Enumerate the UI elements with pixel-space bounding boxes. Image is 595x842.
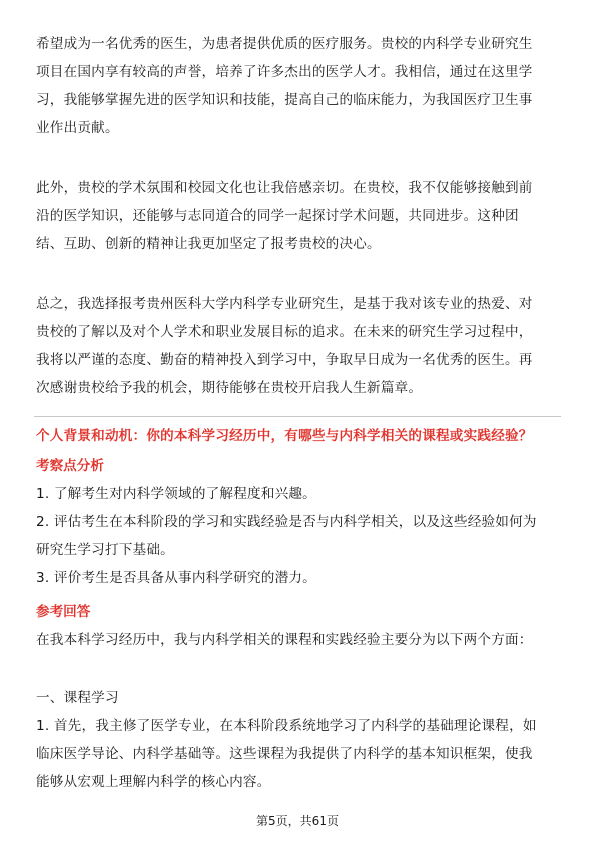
answer-line: 1. 首先，我主修了医学专业，在本科阶段系统地学习了内科学的基础理论课程，如 — [36, 718, 537, 734]
text-line: 习，我能够掌握先进的医学知识和技能，提高自己的临床能力，为我国医疗卫生事 — [36, 92, 533, 108]
text-line: 贵校的了解以及对个人学术和职业发展目标的追求。在未来的研究生学习过程中， — [36, 324, 533, 340]
text-line: 项目在国内享有较高的声誉，培养了许多杰出的医学人才。我相信，通过在这里学 — [36, 64, 533, 80]
section-divider — [34, 416, 561, 417]
analysis-item: 1. 了解考生对内科学领域的了解程度和兴趣。 — [36, 486, 316, 502]
text-line: 沿的医学知识，还能够与志同道合的同学一起探讨学术问题，共同进步。这种团 — [36, 208, 519, 224]
answer-line: 临床医学导论、内科学基础等。这些课程为我提供了内科学的基本知识框架，使我 — [36, 746, 533, 762]
analysis-item: 3. 评价考生是否具备从事内科学研究的潜力。 — [36, 570, 316, 586]
paragraph-1 — [36, 30, 566, 142]
text-line: 我将以严谨的态度、勤奋的精神投入到学习中，争取早日成为一名优秀的医生。再 — [36, 352, 533, 368]
text-line: 次感谢贵校给予我的机会，期待能够在贵校开启我人生新篇章。 — [36, 380, 423, 396]
page-number: 第5页，共61页 — [256, 814, 339, 828]
paragraph-3 — [36, 290, 566, 402]
answer-section-title: 一、课程学习 — [36, 690, 119, 706]
text-line: 总之，我选择报考贵州医科大学内科学专业研究生，是基于我对该专业的热爱、对 — [36, 296, 533, 312]
analysis-heading: 考察点分析 — [36, 458, 104, 474]
text-line: 结、互助、创新的精神让我更加坚定了报考贵校的决心。 — [36, 236, 381, 252]
answer-line: 能够从宏观上理解内科学的核心内容。 — [36, 774, 271, 790]
question-heading: 个人背景和动机：你的本科学习经历中，有哪些与内科学相关的课程或实践经验？ — [36, 428, 533, 444]
answer-intro: 在我本科学习经历中，我与内科学相关的课程和实践经验主要分为以下两个方面： — [36, 632, 533, 648]
text-line: 此外，贵校的学术氛围和校园文化也让我倍感亲切。在贵校，我不仅能够接触到前 — [36, 180, 533, 196]
analysis-item: 2. 评估考生在本科阶段的学习和实践经验是否与内科学相关，以及这些经验如何为 — [36, 514, 537, 530]
text-line: 业作出贡献。 — [36, 120, 119, 136]
answer-heading: 参考回答 — [36, 604, 91, 620]
text-line: 希望成为一名优秀的医生，为患者提供优质的医疗服务。贵校的内科学专业研究生 — [36, 36, 533, 52]
paragraph-2 — [36, 174, 566, 258]
analysis-item: 研究生学习打下基础。 — [36, 542, 174, 558]
